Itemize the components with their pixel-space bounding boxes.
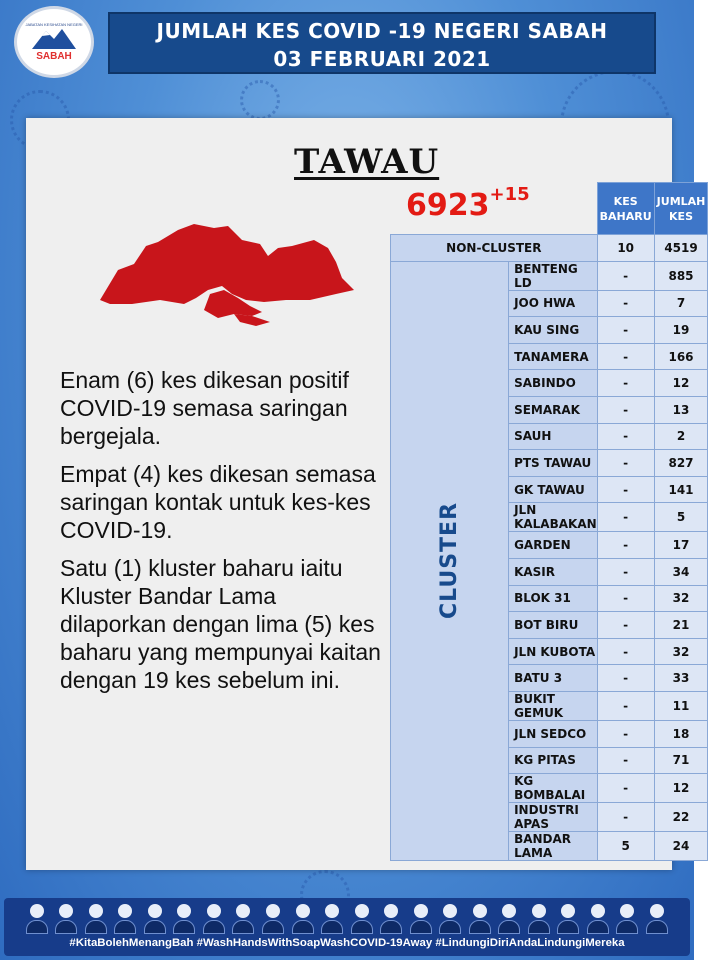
- cluster-jumlah: 13: [654, 396, 708, 423]
- person-icon: [261, 902, 285, 934]
- description: [60, 366, 382, 704]
- cluster-baharu: -: [597, 747, 654, 774]
- description-paragraph: Empat (4) kes dikesan semasa saringan kontak untuk kes-kes COVID-19.: [60, 461, 376, 543]
- cluster-baharu: -: [597, 612, 654, 639]
- frontliners-illustration: [4, 898, 690, 934]
- cluster-name: KG BOMBALAI: [509, 774, 598, 803]
- cluster-name: SAUH: [509, 423, 598, 450]
- cluster-jumlah: 11: [654, 691, 708, 720]
- cluster-jumlah: 24: [654, 832, 708, 861]
- cluster-name: JLN KUBOTA: [509, 638, 598, 665]
- virus-decoration: [240, 80, 280, 120]
- cluster-name: KAU SING: [509, 317, 598, 344]
- cluster-baharu: -: [597, 585, 654, 612]
- person-icon: [320, 902, 344, 934]
- content-card: [26, 118, 706, 870]
- col-jumlah-kes: JUMLAH KES: [654, 183, 708, 235]
- cluster-jumlah: 33: [654, 665, 708, 692]
- person-icon: [113, 902, 137, 934]
- cluster-name: BUKIT GEMUK: [509, 691, 598, 720]
- person-icon: [468, 902, 492, 934]
- cluster-baharu: -: [597, 665, 654, 692]
- cluster-name: BOT BIRU: [509, 612, 598, 639]
- logo-small-text: JABATAN KESIHATAN NEGERI: [25, 22, 83, 27]
- cluster-baharu: -: [597, 476, 654, 503]
- person-icon: [202, 902, 226, 934]
- cluster-baharu: -: [597, 396, 654, 423]
- person-icon: [143, 902, 167, 934]
- person-icon: [54, 902, 78, 934]
- cluster-name: BANDAR LAMA: [509, 832, 598, 861]
- person-icon: [350, 902, 374, 934]
- person-icon: [231, 902, 255, 934]
- cluster-jumlah: 7: [654, 290, 708, 317]
- cluster-jumlah: 22: [654, 803, 708, 832]
- cluster-jumlah: 21: [654, 612, 708, 639]
- cluster-table: [390, 182, 708, 861]
- cluster-baharu: -: [597, 691, 654, 720]
- cluster-name: BLOK 31: [509, 585, 598, 612]
- header-date: 03 FEBRUARI 2021: [273, 47, 491, 71]
- cluster-baharu: -: [597, 558, 654, 585]
- cluster-baharu: -: [597, 803, 654, 832]
- person-icon: [438, 902, 462, 934]
- district-title: TAWAU: [294, 142, 440, 182]
- table-row: [391, 261, 708, 290]
- total-new: +15: [489, 184, 530, 205]
- col-kes-baharu: KES BAHARU: [597, 183, 654, 235]
- cluster-name: JLN SEDCO: [509, 720, 598, 747]
- cluster-name: GK TAWAU: [509, 476, 598, 503]
- cluster-jumlah: 827: [654, 450, 708, 477]
- person-icon: [497, 902, 521, 934]
- footer-hashtags: #KitaBolehMenangBah #WashHandsWithSoapWashCOVID-19Away #LindungiDiriAndaLindungiMereka: [69, 937, 625, 949]
- non-cluster-jumlah: 4519: [654, 235, 708, 262]
- cluster-baharu: -: [597, 503, 654, 532]
- cluster-jumlah: 5: [654, 503, 708, 532]
- description-paragraph: Enam (6) kes dikesan positif COVID-19 semasa saringan bergejala.: [60, 367, 349, 449]
- cluster-jumlah: 12: [654, 370, 708, 397]
- cluster-jumlah: 32: [654, 585, 708, 612]
- footer-banner: [4, 898, 690, 956]
- cluster-jumlah: 19: [654, 317, 708, 344]
- cluster-name: KG PITAS: [509, 747, 598, 774]
- cluster-baharu: -: [597, 317, 654, 344]
- person-icon: [379, 902, 403, 934]
- cluster-name: KASIR: [509, 558, 598, 585]
- total-value: 6923: [406, 188, 490, 223]
- sabah-health-logo: [14, 6, 94, 78]
- person-icon: [645, 902, 669, 934]
- description-paragraph: Satu (1) kluster baharu iaitu Kluster Bandar Lama dilaporkan dengan lima (5) kes baharu yang mempunyai kaitan dengan 19 kes sebelum ini.: [60, 555, 381, 693]
- cluster-jumlah: 32: [654, 638, 708, 665]
- person-icon: [409, 902, 433, 934]
- person-icon: [556, 902, 580, 934]
- cluster-label-text: CLUSTER: [437, 502, 463, 620]
- cluster-name: SABINDO: [509, 370, 598, 397]
- cluster-name: JOO HWA: [509, 290, 598, 317]
- person-icon: [25, 902, 49, 934]
- non-cluster-baharu: 10: [597, 235, 654, 262]
- cluster-baharu: -: [597, 450, 654, 477]
- person-icon: [586, 902, 610, 934]
- cluster-baharu: -: [597, 774, 654, 803]
- person-icon: [527, 902, 551, 934]
- cluster-jumlah: 71: [654, 747, 708, 774]
- tawau-map-icon: [92, 218, 354, 328]
- cluster-label: [391, 261, 509, 861]
- cluster-baharu: -: [597, 290, 654, 317]
- logo-text: SABAH: [36, 51, 72, 62]
- mountain-icon: [32, 27, 76, 49]
- person-icon: [291, 902, 315, 934]
- cluster-jumlah: 885: [654, 261, 708, 290]
- cluster-name: SEMARAK: [509, 396, 598, 423]
- cluster-jumlah: 141: [654, 476, 708, 503]
- person-icon: [84, 902, 108, 934]
- cluster-jumlah: 166: [654, 343, 708, 370]
- cluster-baharu: -: [597, 370, 654, 397]
- cluster-name: PTS TAWAU: [509, 450, 598, 477]
- non-cluster-label: NON-CLUSTER: [391, 235, 598, 262]
- cluster-baharu: -: [597, 638, 654, 665]
- header-title: JUMLAH KES COVID -19 NEGERI SABAH: [156, 19, 608, 43]
- cluster-baharu: -: [597, 532, 654, 559]
- cluster-name: TANAMERA: [509, 343, 598, 370]
- page-header: [108, 12, 656, 74]
- cluster-jumlah: 12: [654, 774, 708, 803]
- cluster-baharu: -: [597, 343, 654, 370]
- cluster-jumlah: 18: [654, 720, 708, 747]
- person-icon: [615, 902, 639, 934]
- cluster-baharu: -: [597, 423, 654, 450]
- cluster-name: GARDEN: [509, 532, 598, 559]
- cluster-name: BENTENG LD: [509, 261, 598, 290]
- cluster-name: BATU 3: [509, 665, 598, 692]
- cluster-baharu: -: [597, 261, 654, 290]
- cluster-baharu: -: [597, 720, 654, 747]
- cluster-jumlah: 34: [654, 558, 708, 585]
- cluster-name: INDUSTRI APAS: [509, 803, 598, 832]
- cluster-jumlah: 17: [654, 532, 708, 559]
- cluster-baharu: 5: [597, 832, 654, 861]
- cluster-name: JLN KALABAKAN: [509, 503, 598, 532]
- person-icon: [172, 902, 196, 934]
- cluster-jumlah: 2: [654, 423, 708, 450]
- table-row-non-cluster: [391, 235, 708, 262]
